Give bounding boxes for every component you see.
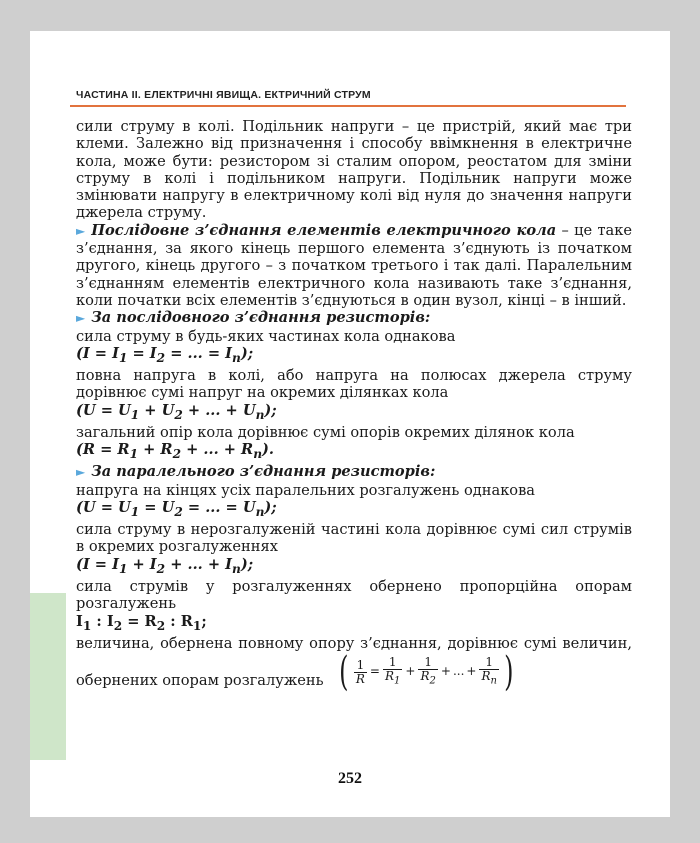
section-series-title (76, 309, 632, 327)
formula-series-resistance: ($R = R_1 + R_2$ + ... + $R_n$). (76, 441, 275, 462)
parallel-line-2: сила струму в нерозгалуженій частині кола дорівнює сумі сил струмів в окремих розгалуженнях (76, 521, 632, 556)
paragraph-divider: сили струму в колі. Подільник напруги – це пристрій, який має три клеми. Залежно від призначення і способу ввімкнення в електричне кола, може бути: резистором зі сталим опором, реостатом для зміни струму в колі і подільником напруги. Подільник напруги може змінювати напругу в електричному колі від нуля до значення напруги джерела струму. (76, 118, 632, 222)
fraction-total: $\frac{1}{R}$ (355, 657, 365, 686)
series-line-1: сила струму в будь-яких частинах кола однакова (76, 327, 456, 345)
formula-parallel-current: ($I = I_1 + I_2$ + ... + $I_n$); (76, 555, 254, 576)
formula-series-voltage: ($U = U_1 + U_2$ + ... + $U_n$); (76, 401, 277, 422)
series-heading: За послідовного з’єднання резисторів: (91, 309, 431, 327)
fraction-r1: $\frac{1}{R_1}$ (384, 655, 401, 687)
main-text (76, 118, 632, 696)
page-number: 252 (338, 770, 362, 787)
parallel-line-4-text: величина, обернена повному опору з’єднання, дорівнює сумі величин, обернених опорам розгалужень (76, 634, 632, 690)
parallel-line-3: сила струмів у розгалуженнях обернено пропорційна опорам розгалужень (76, 577, 632, 613)
formula-series-current: ($I = I_1 = I_2$ = ... = $I_n$); (76, 344, 254, 365)
parallel-line-1: напруга на кінцях усіх паралельних розгалужень однакова (76, 481, 536, 499)
parallel-line-4 (76, 634, 632, 696)
paragraph-connections (76, 222, 632, 309)
series-line-2: повна напруга в колі, або напруга на полюсах джерела струму дорівнює сумі напруг на окремих ділянках кола (76, 367, 632, 402)
definition-text: – це таке з’єднання, за якого кінець першого елемента з’єднують із початком другого, кінець другого – з початком третього і так далі. Паралельним з’єднанням елементів електричного кола називають таке з’єднання, коли початки всіх елементів з’єднуються в один вузол, кінці – в інший. (76, 221, 632, 309)
parallel-heading: За паралельного з’єднання резисторів: (91, 463, 436, 481)
bullet-triangle-icon: ► (76, 311, 86, 326)
series-line-3: загальний опір кола дорівнює сумі опорів окремих ділянок кола (76, 423, 575, 441)
formula-parallel-voltage: ($U = U_1 = U_2$ = ... = $U_n$); (76, 498, 277, 519)
bullet-triangle-icon: ► (76, 223, 86, 238)
formula-parallel-resistance: ( $\frac{1}{R}$ = $\frac{1}{R_1}$ + $\frac{1}{R_2}$ + ... + $\frac{1}{R_n}$ ) (339, 649, 514, 696)
fraction-rn: $\frac{1}{R_n}$ (481, 655, 497, 687)
formula-parallel-ratio: $I_1$ : $I_2 = R_2$ : $R_1$; (76, 612, 207, 633)
bullet-triangle-icon: ► (76, 465, 86, 480)
fraction-r2: $\frac{1}{R_2}$ (420, 655, 436, 687)
section-parallel-title (76, 463, 632, 481)
right-paren: ) (504, 649, 514, 696)
running-header: ЧАСТИНА ІІ. ЕЛЕКТРИЧНІ ЯВИЩА. ЕКТРИЧНИЙ СТРУМ (76, 89, 371, 101)
side-tab-decoration (30, 593, 66, 760)
term-series-connection: Послідовне з’єднання елементів електричного кола (91, 221, 557, 239)
header-rule (70, 105, 626, 107)
left-paren: ( (339, 649, 349, 696)
